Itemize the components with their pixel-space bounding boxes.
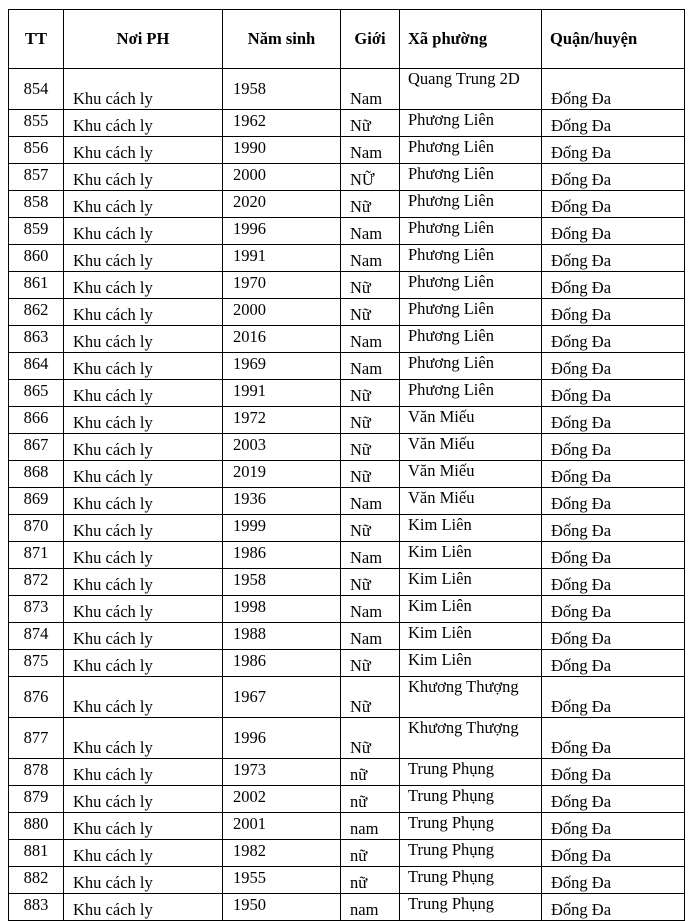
table-row [9, 488, 685, 515]
cell-noi-ph: Khu cách ly [64, 515, 223, 542]
table-row [9, 596, 685, 623]
cell-gioi: Nữ [341, 569, 400, 596]
cell-gioi: nữ [341, 840, 400, 867]
cell-quan-huyen: Đống Đa [542, 461, 685, 488]
cell-quan-huyen: Đống Đa [542, 677, 685, 718]
header-quan-huyen: Quận/huyện [542, 10, 685, 69]
table-row [9, 380, 685, 407]
table-row [9, 245, 685, 272]
cell-quan-huyen: Đống Đa [542, 650, 685, 677]
cell-tt: 867 [9, 434, 64, 461]
cell-tt: 866 [9, 407, 64, 434]
cell-gioi: Nữ [341, 434, 400, 461]
cell-gioi: Nữ [341, 718, 400, 759]
cell-gioi: Nam [341, 596, 400, 623]
cell-tt: 855 [9, 110, 64, 137]
cell-tt: 873 [9, 596, 64, 623]
cell-nam-sinh: 1998 [223, 596, 341, 623]
cell-quan-huyen: Đống Đa [542, 353, 685, 380]
cell-nam-sinh: 1991 [223, 245, 341, 272]
cell-tt: 854 [9, 69, 64, 110]
cell-nam-sinh: 1986 [223, 650, 341, 677]
cell-nam-sinh: 1999 [223, 515, 341, 542]
header-nam-sinh: Năm sinh [223, 10, 341, 69]
cell-quan-huyen: Đống Đa [542, 137, 685, 164]
cell-gioi: nam [341, 894, 400, 921]
cell-quan-huyen: Đống Đa [542, 110, 685, 137]
cell-quan-huyen: Đống Đa [542, 69, 685, 110]
cell-gioi: Nữ [341, 650, 400, 677]
cell-quan-huyen: Đống Đa [542, 596, 685, 623]
cell-gioi: Nữ [341, 380, 400, 407]
cell-xa-phuong: Phương Liên [400, 326, 542, 353]
cell-xa-phuong: Trung Phụng [400, 894, 542, 921]
cell-noi-ph: Khu cách ly [64, 759, 223, 786]
cell-nam-sinh: 1936 [223, 488, 341, 515]
cell-nam-sinh: 1955 [223, 867, 341, 894]
cell-nam-sinh: 1972 [223, 407, 341, 434]
cell-nam-sinh: 2019 [223, 461, 341, 488]
cell-tt: 859 [9, 218, 64, 245]
patient-table [8, 9, 685, 921]
cell-nam-sinh: 1988 [223, 623, 341, 650]
cell-noi-ph: Khu cách ly [64, 569, 223, 596]
cell-tt: 865 [9, 380, 64, 407]
cell-tt: 858 [9, 191, 64, 218]
cell-xa-phuong: Phương Liên [400, 299, 542, 326]
cell-nam-sinh: 2002 [223, 786, 341, 813]
table-row [9, 137, 685, 164]
cell-tt: 879 [9, 786, 64, 813]
cell-xa-phuong: Kim Liên [400, 542, 542, 569]
cell-quan-huyen: Đống Đa [542, 488, 685, 515]
cell-tt: 880 [9, 813, 64, 840]
table-row [9, 110, 685, 137]
cell-nam-sinh: 2000 [223, 299, 341, 326]
table-row [9, 569, 685, 596]
cell-gioi: Nam [341, 326, 400, 353]
cell-tt: 872 [9, 569, 64, 596]
cell-noi-ph: Khu cách ly [64, 407, 223, 434]
cell-xa-phuong: Trung Phụng [400, 759, 542, 786]
cell-noi-ph: Khu cách ly [64, 137, 223, 164]
cell-quan-huyen: Đống Đa [542, 299, 685, 326]
cell-tt: 864 [9, 353, 64, 380]
table-row [9, 623, 685, 650]
table-row [9, 218, 685, 245]
cell-gioi: Nam [341, 218, 400, 245]
cell-tt: 881 [9, 840, 64, 867]
cell-quan-huyen: Đống Đa [542, 786, 685, 813]
cell-tt: 856 [9, 137, 64, 164]
cell-xa-phuong: Phương Liên [400, 245, 542, 272]
table-row [9, 840, 685, 867]
cell-nam-sinh: 1991 [223, 380, 341, 407]
cell-quan-huyen: Đống Đa [542, 272, 685, 299]
table-row [9, 191, 685, 218]
table-row [9, 718, 685, 759]
cell-noi-ph: Khu cách ly [64, 191, 223, 218]
cell-gioi: Nam [341, 623, 400, 650]
cell-xa-phuong: Phương Liên [400, 353, 542, 380]
table-row [9, 542, 685, 569]
table-row [9, 677, 685, 718]
header-tt: TT [9, 10, 64, 69]
cell-gioi: nữ [341, 867, 400, 894]
cell-tt: 857 [9, 164, 64, 191]
cell-tt: 882 [9, 867, 64, 894]
cell-xa-phuong: Khương Thượng [400, 718, 542, 759]
cell-tt: 878 [9, 759, 64, 786]
table-row [9, 353, 685, 380]
cell-tt: 860 [9, 245, 64, 272]
cell-quan-huyen: Đống Đa [542, 759, 685, 786]
cell-xa-phuong: Trung Phụng [400, 867, 542, 894]
table-row [9, 759, 685, 786]
cell-nam-sinh: 1967 [223, 677, 341, 718]
cell-tt: 883 [9, 894, 64, 921]
cell-quan-huyen: Đống Đa [542, 407, 685, 434]
cell-gioi: Nữ [341, 677, 400, 718]
cell-noi-ph: Khu cách ly [64, 813, 223, 840]
cell-noi-ph: Khu cách ly [64, 353, 223, 380]
cell-gioi: Nữ [341, 272, 400, 299]
cell-nam-sinh: 2020 [223, 191, 341, 218]
table-row [9, 461, 685, 488]
cell-xa-phuong: Phương Liên [400, 137, 542, 164]
cell-quan-huyen: Đống Đa [542, 542, 685, 569]
cell-tt: 874 [9, 623, 64, 650]
cell-xa-phuong: Văn Miếu [400, 434, 542, 461]
cell-noi-ph: Khu cách ly [64, 650, 223, 677]
table-row [9, 867, 685, 894]
cell-xa-phuong: Kim Liên [400, 623, 542, 650]
cell-noi-ph: Khu cách ly [64, 218, 223, 245]
cell-gioi: Nam [341, 245, 400, 272]
cell-nam-sinh: 1969 [223, 353, 341, 380]
cell-nam-sinh: 1996 [223, 218, 341, 245]
cell-gioi: Nam [341, 542, 400, 569]
cell-quan-huyen: Đống Đa [542, 164, 685, 191]
cell-quan-huyen: Đống Đa [542, 840, 685, 867]
cell-nam-sinh: 1986 [223, 542, 341, 569]
cell-tt: 875 [9, 650, 64, 677]
table-row [9, 515, 685, 542]
cell-noi-ph: Khu cách ly [64, 677, 223, 718]
table-row [9, 326, 685, 353]
cell-xa-phuong: Văn Miếu [400, 461, 542, 488]
cell-gioi: nam [341, 813, 400, 840]
cell-xa-phuong: Kim Liên [400, 569, 542, 596]
table-row [9, 786, 685, 813]
cell-gioi: Nữ [341, 299, 400, 326]
cell-quan-huyen: Đống Đa [542, 718, 685, 759]
cell-noi-ph: Khu cách ly [64, 272, 223, 299]
cell-xa-phuong: Văn Miếu [400, 407, 542, 434]
cell-noi-ph: Khu cách ly [64, 110, 223, 137]
cell-xa-phuong: Phương Liên [400, 191, 542, 218]
cell-noi-ph: Khu cách ly [64, 380, 223, 407]
cell-gioi: Nam [341, 137, 400, 164]
table-row [9, 407, 685, 434]
cell-quan-huyen: Đống Đa [542, 867, 685, 894]
cell-noi-ph: Khu cách ly [64, 542, 223, 569]
table-header-row [9, 10, 685, 69]
cell-xa-phuong: Kim Liên [400, 596, 542, 623]
cell-noi-ph: Khu cách ly [64, 786, 223, 813]
cell-xa-phuong: Văn Miếu [400, 488, 542, 515]
cell-quan-huyen: Đống Đa [542, 326, 685, 353]
cell-tt: 877 [9, 718, 64, 759]
cell-xa-phuong: Phương Liên [400, 218, 542, 245]
cell-gioi: Nữ [341, 407, 400, 434]
cell-nam-sinh: 1950 [223, 894, 341, 921]
cell-nam-sinh: 1970 [223, 272, 341, 299]
cell-gioi: Nữ [341, 461, 400, 488]
table-body [9, 69, 685, 921]
header-xa-phuong: Xã phường [400, 10, 542, 69]
cell-xa-phuong: Phương Liên [400, 164, 542, 191]
cell-xa-phuong: Trung Phụng [400, 840, 542, 867]
cell-gioi: NỮ [341, 164, 400, 191]
cell-quan-huyen: Đống Đa [542, 245, 685, 272]
cell-quan-huyen: Đống Đa [542, 515, 685, 542]
table-row [9, 69, 685, 110]
cell-noi-ph: Khu cách ly [64, 69, 223, 110]
table-row [9, 813, 685, 840]
cell-gioi: Nam [341, 353, 400, 380]
cell-noi-ph: Khu cách ly [64, 326, 223, 353]
cell-xa-phuong: Khương Thượng [400, 677, 542, 718]
cell-xa-phuong: Kim Liên [400, 515, 542, 542]
table-row [9, 164, 685, 191]
cell-noi-ph: Khu cách ly [64, 461, 223, 488]
cell-nam-sinh: 1996 [223, 718, 341, 759]
cell-tt: 863 [9, 326, 64, 353]
cell-quan-huyen: Đống Đa [542, 218, 685, 245]
cell-noi-ph: Khu cách ly [64, 718, 223, 759]
cell-quan-huyen: Đống Đa [542, 813, 685, 840]
cell-gioi: nữ [341, 786, 400, 813]
cell-tt: 869 [9, 488, 64, 515]
cell-nam-sinh: 1958 [223, 569, 341, 596]
cell-quan-huyen: Đống Đa [542, 623, 685, 650]
cell-noi-ph: Khu cách ly [64, 596, 223, 623]
cell-nam-sinh: 1990 [223, 137, 341, 164]
cell-nam-sinh: 1973 [223, 759, 341, 786]
cell-noi-ph: Khu cách ly [64, 623, 223, 650]
cell-noi-ph: Khu cách ly [64, 299, 223, 326]
cell-noi-ph: Khu cách ly [64, 840, 223, 867]
cell-noi-ph: Khu cách ly [64, 894, 223, 921]
table-row [9, 434, 685, 461]
cell-noi-ph: Khu cách ly [64, 434, 223, 461]
cell-nam-sinh: 1962 [223, 110, 341, 137]
cell-gioi: nữ [341, 759, 400, 786]
cell-noi-ph: Khu cách ly [64, 488, 223, 515]
cell-nam-sinh: 2003 [223, 434, 341, 461]
cell-gioi: Nữ [341, 191, 400, 218]
cell-xa-phuong: Phương Liên [400, 380, 542, 407]
cell-xa-phuong: Phương Liên [400, 272, 542, 299]
cell-xa-phuong: Phương Liên [400, 110, 542, 137]
cell-tt: 862 [9, 299, 64, 326]
cell-nam-sinh: 2001 [223, 813, 341, 840]
cell-nam-sinh: 1958 [223, 69, 341, 110]
cell-noi-ph: Khu cách ly [64, 867, 223, 894]
cell-noi-ph: Khu cách ly [64, 245, 223, 272]
cell-quan-huyen: Đống Đa [542, 191, 685, 218]
table-row [9, 272, 685, 299]
cell-quan-huyen: Đống Đa [542, 380, 685, 407]
cell-xa-phuong: Kim Liên [400, 650, 542, 677]
document-page [8, 9, 685, 921]
cell-quan-huyen: Đống Đa [542, 434, 685, 461]
cell-quan-huyen: Đống Đa [542, 569, 685, 596]
cell-noi-ph: Khu cách ly [64, 164, 223, 191]
header-gioi: Giới [341, 10, 400, 69]
cell-xa-phuong: Quang Trung 2D [400, 69, 542, 110]
table-row [9, 299, 685, 326]
cell-tt: 861 [9, 272, 64, 299]
table-row [9, 894, 685, 921]
cell-gioi: Nữ [341, 110, 400, 137]
cell-nam-sinh: 2016 [223, 326, 341, 353]
cell-xa-phuong: Trung Phụng [400, 786, 542, 813]
cell-gioi: Nam [341, 69, 400, 110]
cell-gioi: Nữ [341, 515, 400, 542]
header-noi-ph: Nơi PH [64, 10, 223, 69]
cell-xa-phuong: Trung Phụng [400, 813, 542, 840]
cell-gioi: Nam [341, 488, 400, 515]
table-row [9, 650, 685, 677]
cell-quan-huyen: Đống Đa [542, 894, 685, 921]
cell-nam-sinh: 2000 [223, 164, 341, 191]
cell-tt: 876 [9, 677, 64, 718]
cell-tt: 868 [9, 461, 64, 488]
cell-tt: 870 [9, 515, 64, 542]
cell-tt: 871 [9, 542, 64, 569]
cell-nam-sinh: 1982 [223, 840, 341, 867]
